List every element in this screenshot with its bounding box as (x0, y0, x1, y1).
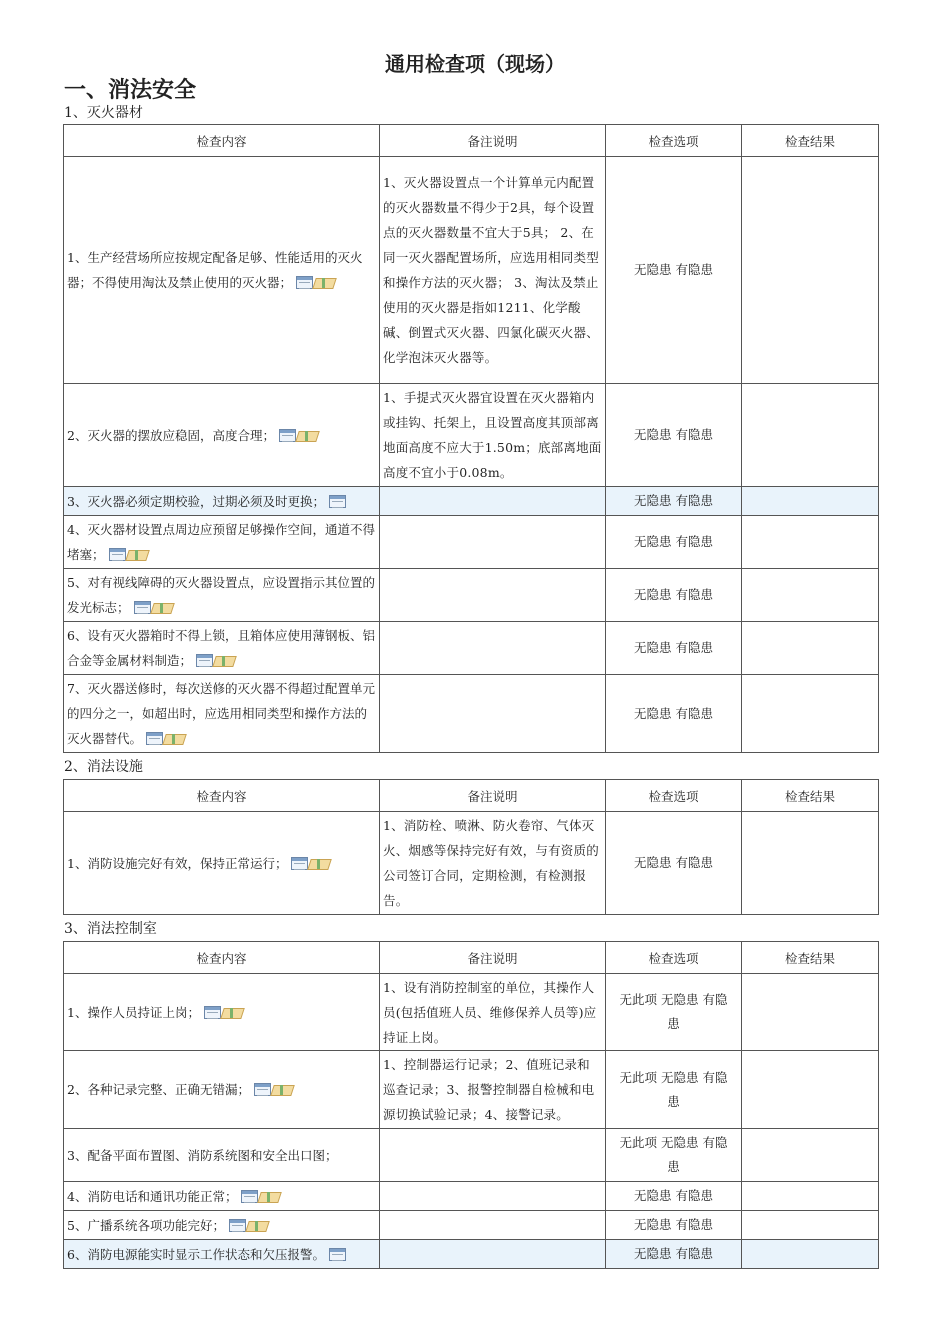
table-row (64, 157, 879, 384)
note-cell: 1、灭火器设置点一个计算单元内配置的灭火器数量不得少于2具，每个设置点的灭火器数量不宜大于5具； 2、在同一灭火器配置场所，应选用相同类型和操作方法的灭火器； 3、淘汰及禁止使用的灭火器是指如1211、化学酸碱、倒置式灭火器、四氯化碳灭火器、化学泡沫灭火器等。 (380, 157, 606, 384)
option-cell[interactable]: 无此项 无隐患 有隐患 (606, 974, 742, 1051)
subsection-title-extinguishers: 1、灭火器材 (64, 105, 143, 121)
note-cell: 1、消防栓、喷淋、防火卷帘、气体灭火、烟感等保持完好有效，与有资质的公司签订合同，定期检测，有检测报告。 (380, 812, 606, 915)
result-cell[interactable] (742, 1211, 879, 1240)
header-option: 检查选项 (606, 942, 742, 974)
check-content-cell (64, 516, 380, 569)
table-row (64, 487, 879, 516)
notebook-icon[interactable] (151, 601, 173, 614)
option-cell[interactable]: 无隐患 有隐患 (606, 1182, 742, 1211)
option-cell[interactable]: 无隐患 有隐患 (606, 516, 742, 569)
check-content: 3、配备平面布置图、消防系统图和安全出口图； (67, 1147, 338, 1163)
check-content-cell (64, 974, 380, 1051)
note-cell (380, 622, 606, 675)
result-cell[interactable] (742, 516, 879, 569)
subsection-title-facilities: 2、消法设施 (64, 759, 143, 775)
check-content-cell (64, 1051, 380, 1129)
notebook-icon[interactable] (213, 654, 235, 667)
table-row (64, 1240, 879, 1269)
header-note: 备注说明 (380, 942, 606, 974)
result-cell[interactable] (742, 384, 879, 487)
extinguisher-table (63, 124, 879, 753)
note-cell: 1、手提式灭火器宜设置在灭火器箱内或挂钩、托架上，且设置高度其顶部离地面高度不应大于1.50m；底部离地面高度不宜小于0.08m。 (380, 384, 606, 487)
document-icon[interactable] (204, 1006, 221, 1019)
check-content: 6、设有灭火器箱时不得上锁，且箱体应使用薄钢板、铝合金等金属材料制造； (67, 628, 375, 668)
option-cell[interactable]: 无隐患 有隐患 (606, 157, 742, 384)
table-row (64, 569, 879, 622)
facility-table (63, 779, 879, 915)
header-result: 检查结果 (742, 125, 879, 157)
document-icon[interactable] (196, 654, 213, 667)
notebook-icon[interactable] (163, 732, 185, 745)
control-room-table (63, 941, 879, 1269)
document-icon[interactable] (329, 1248, 346, 1261)
result-cell[interactable] (742, 157, 879, 384)
header-result: 检查结果 (742, 942, 879, 974)
notebook-icon[interactable] (258, 1190, 280, 1203)
header-option: 检查选项 (606, 125, 742, 157)
check-content: 2、各种记录完整、正确无错漏； (67, 1082, 250, 1097)
option-cell[interactable]: 无隐患 有隐患 (606, 675, 742, 753)
check-content-cell (64, 569, 380, 622)
document-icon[interactable] (291, 857, 308, 870)
check-content: 6、消防电源能实时显示工作状态和欠压报警。 (67, 1246, 325, 1262)
document-icon[interactable] (296, 276, 313, 289)
header-note: 备注说明 (380, 780, 606, 812)
check-content: 5、对有视线障碍的灭火器设置点，应设置指示其位置的发光标志； (67, 575, 375, 615)
check-content: 1、操作人员持证上岗； (67, 1004, 200, 1020)
note-cell (380, 569, 606, 622)
option-cell[interactable]: 无隐患 有隐患 (606, 1211, 742, 1240)
option-cell[interactable]: 无隐患 有隐患 (606, 812, 742, 915)
note-cell (380, 675, 606, 753)
document-icon[interactable] (109, 548, 126, 561)
table-header-row (64, 125, 879, 157)
notebook-icon[interactable] (246, 1219, 268, 1232)
note-cell: 1、设有消防控制室的单位，其操作人员(包括值班人员、维修保养人员等)应持证上岗。 (380, 974, 606, 1051)
result-cell[interactable] (742, 812, 879, 915)
header-content: 检查内容 (64, 780, 380, 812)
table-header-row (64, 780, 879, 812)
check-content-cell (64, 1211, 380, 1240)
table-row (64, 622, 879, 675)
document-icon[interactable] (241, 1190, 258, 1203)
check-content-cell (64, 487, 380, 516)
result-cell[interactable] (742, 974, 879, 1051)
notebook-icon[interactable] (221, 1006, 243, 1019)
header-option: 检查选项 (606, 780, 742, 812)
table-row (64, 1211, 879, 1240)
document-icon[interactable] (134, 601, 151, 614)
note-cell (380, 516, 606, 569)
header-note: 备注说明 (380, 125, 606, 157)
check-content-cell (64, 1240, 380, 1269)
table-row (64, 1182, 879, 1211)
note-cell (380, 487, 606, 516)
page-title: 通用检查项（现场） (385, 52, 565, 76)
notebook-icon[interactable] (296, 429, 318, 442)
result-cell[interactable] (742, 1182, 879, 1211)
subsection-title-control-room: 3、消法控制室 (64, 921, 157, 937)
document-icon[interactable] (329, 495, 346, 508)
option-cell[interactable]: 无此项 无隐患 有隐患 (606, 1129, 742, 1182)
result-cell[interactable] (742, 675, 879, 753)
result-cell[interactable] (742, 569, 879, 622)
table-row (64, 516, 879, 569)
notebook-icon[interactable] (126, 548, 148, 561)
table-row (64, 974, 879, 1051)
document-icon[interactable] (254, 1083, 271, 1096)
note-cell (380, 1240, 606, 1269)
note-cell (380, 1129, 606, 1182)
option-cell[interactable]: 无隐患 有隐患 (606, 569, 742, 622)
check-content-cell (64, 1129, 380, 1182)
section-heading: 一、消法安全 (64, 77, 197, 103)
result-cell[interactable] (742, 487, 879, 516)
check-content-cell (64, 157, 380, 384)
check-content: 1、消防设施完好有效，保持正常运行； (67, 855, 288, 871)
check-content: 7、灭火器送修时，每次送修的灭火器不得超过配置单元的四分之一，如超出时，应选用相同类型和操作方法的灭火器替代。 (67, 681, 375, 746)
table-row (64, 384, 879, 487)
option-cell[interactable]: 无隐患 有隐患 (606, 622, 742, 675)
check-content: 3、灭火器必须定期校验，过期必须及时更换； (67, 493, 325, 509)
document-icon[interactable] (229, 1219, 246, 1232)
notebook-icon[interactable] (271, 1083, 293, 1096)
check-content: 4、灭火器材设置点周边应预留足够操作空间，通道不得堵塞； (67, 522, 375, 562)
check-content-cell (64, 622, 380, 675)
note-cell (380, 1211, 606, 1240)
result-cell[interactable] (742, 1240, 879, 1269)
option-cell[interactable]: 无隐患 有隐患 (606, 487, 742, 516)
table-row (64, 1051, 879, 1129)
note-cell (380, 1182, 606, 1211)
note-cell: 1、控制器运行记录；2、值班记录和巡查记录；3、报警控制器自检械和电源切换试验记录；4、接警记录。 (380, 1051, 606, 1129)
table-header-row (64, 942, 879, 974)
table-row (64, 812, 879, 915)
header-content: 检查内容 (64, 942, 380, 974)
table-row (64, 675, 879, 753)
result-cell[interactable] (742, 1129, 879, 1182)
check-content-cell (64, 812, 380, 915)
document-icon[interactable] (279, 429, 296, 442)
check-content-cell (64, 384, 380, 487)
check-content-cell (64, 675, 380, 753)
header-content: 检查内容 (64, 125, 380, 157)
option-cell[interactable]: 无隐患 有隐患 (606, 384, 742, 487)
check-content: 2、灭火器的摆放应稳固，高度合理； (67, 427, 275, 443)
check-content-cell (64, 1182, 380, 1211)
check-content: 4、消防电话和通讯功能正常； (67, 1188, 238, 1204)
table-row (64, 1129, 879, 1182)
result-cell[interactable] (742, 1051, 879, 1129)
option-cell[interactable]: 无此项 无隐患 有隐患 (606, 1051, 742, 1129)
option-cell[interactable]: 无隐患 有隐患 (606, 1240, 742, 1269)
check-content: 5、广播系统各项功能完好； (67, 1217, 225, 1233)
notebook-icon[interactable] (308, 857, 330, 870)
result-cell[interactable] (742, 622, 879, 675)
document-icon[interactable] (146, 732, 163, 745)
header-result: 检查结果 (742, 780, 879, 812)
check-content: 1、生产经营场所应按规定配备足够、性能适用的灭火器；不得使用淘汰及禁止使用的灭火器； (67, 250, 363, 290)
notebook-icon[interactable] (313, 276, 335, 289)
